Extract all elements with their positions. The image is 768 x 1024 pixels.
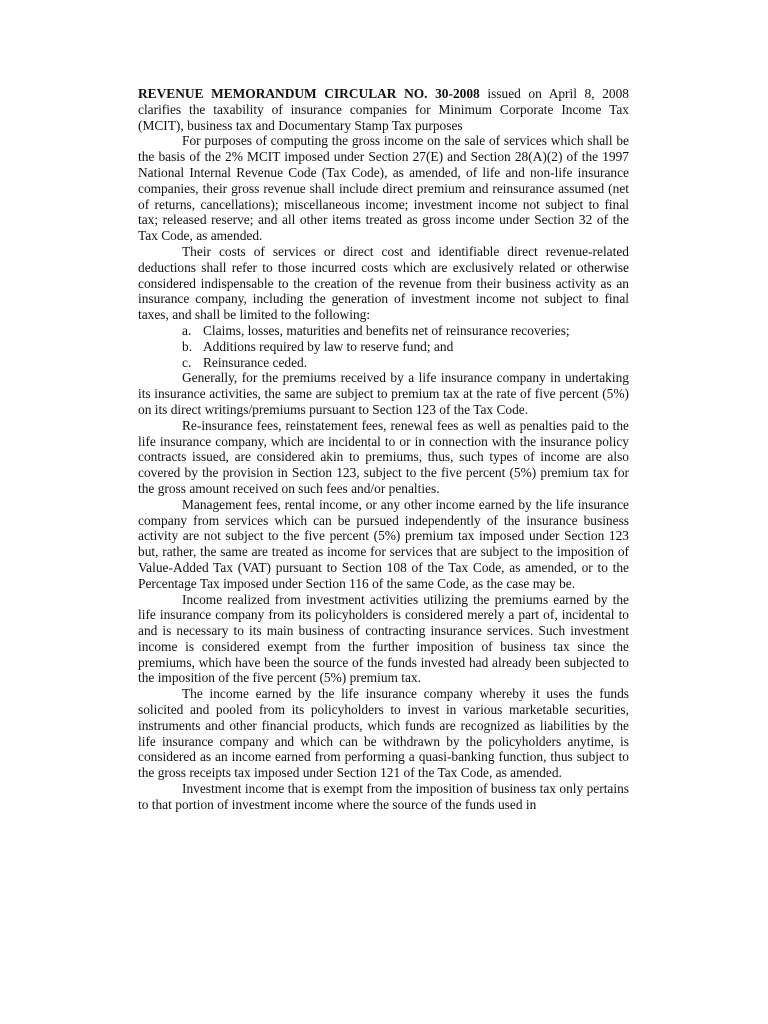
paragraph-investment-income: Income realized from investment activities utilizing the premiums earned by the life insurance company from its policyholders is considered merely a part of, incidental to and is necessary to its main business of contracting insurance services. Such investment income is considered exempt from the further imposition of business tax since the premiums, which have been the source of the funds invested had already been subjected to the imposition of the five percent (5%) premium tax. xyxy=(138,591,629,686)
deductions-list xyxy=(138,323,629,370)
paragraph-quasi-banking: The income earned by the life insurance company whereby it uses the funds solicited and pooled from its policyholders to invest in various marketable securities, instruments and other financial products, which funds are recognized as liabilities by the life insurance company and which can be withdrawn by the policyholders anytime, is considered as an income earned from performing a quasi-banking function, thus subject to the gross receipts tax imposed under Section 121 of the Tax Code, as amended. xyxy=(138,686,629,781)
circular-title: REVENUE MEMORANDUM CIRCULAR NO. 30-2008 xyxy=(138,86,480,101)
list-marker: a. xyxy=(182,322,192,338)
list-item-text: Claims, losses, maturities and benefits net of reinsurance recoveries; xyxy=(203,322,570,338)
paragraph-gross-income: For purposes of computing the gross income on the sale of services which shall be the basis of the 2% MCIT imposed under Section 27(E) and Section 28(A)(2) of the 1997 National Internal Revenue Code (Tax Code), as amended, of life and non-life insurance companies, their gross revenue shall include direct premium and reinsurance assumed (net of returns, cancellations); miscellaneous income; investment income not subject to final tax; released reserve; and all other items treated as gross income under Section 32 of the Tax Code, as amended. xyxy=(138,133,629,244)
list-item xyxy=(138,323,629,339)
list-item-text: Reinsurance ceded. xyxy=(203,354,308,370)
intro-paragraph xyxy=(138,86,629,133)
list-item-text: Additions required by law to reserve fund; and xyxy=(203,338,454,354)
document-page xyxy=(138,86,629,813)
paragraph-reinsurance-fees: Re-insurance fees, reinstatement fees, renewal fees as well as penalties paid to the life insurance company, which are incidental to or in connection with the insurance policy contracts issued, are considered akin to premiums, thus, such types of income are also covered by the provision in Section 123, subject to the five percent (5%) premium tax for the gross amount received on such fees and/or penalties. xyxy=(138,417,629,496)
intro-text: issued on April 8, 2008 clarifies the taxability of insurance companies for Minimum Corporate Income Tax (MCIT), business tax and Documentary Stamp Tax purposes xyxy=(138,86,629,133)
paragraph-exempt-investment-income: Investment income that is exempt from the imposition of business tax only pertains to that portion of investment income where the source of the funds used in xyxy=(138,781,629,812)
paragraph-costs-of-services: Their costs of services or direct cost and identifiable direct revenue-related deductions shall refer to those incurred costs which are exclusively related or otherwise considered indispensable to the creation of the revenue from their business activity as an insurance company, including the generation of investment income not subject to final taxes, and shall be limited to the following: xyxy=(138,243,629,323)
list-marker: b. xyxy=(182,338,193,354)
list-marker: c. xyxy=(182,354,192,370)
paragraph-management-fees: Management fees, rental income, or any other income earned by the life insurance company from services which can be pursued independently of the insurance business activity are not subject to the five percent (5%) premium tax imposed under Section 123 but, rather, the same are treated as income for services that are subject to the imposition of Value-Added Tax (VAT) pursuant to Section 108 of the Tax Code, as amended, or to the Percentage Tax imposed under Section 116 of the same Code, as the case may be. xyxy=(138,496,629,591)
list-item xyxy=(138,355,629,371)
paragraph-premium-tax: Generally, for the premiums received by a life insurance company in undertaking its insurance activities, the same are subject to premium tax at the rate of five percent (5%) on its direct writings/premiums pursuant to Section 123 of the Tax Code. xyxy=(138,370,629,417)
list-item xyxy=(138,339,629,355)
